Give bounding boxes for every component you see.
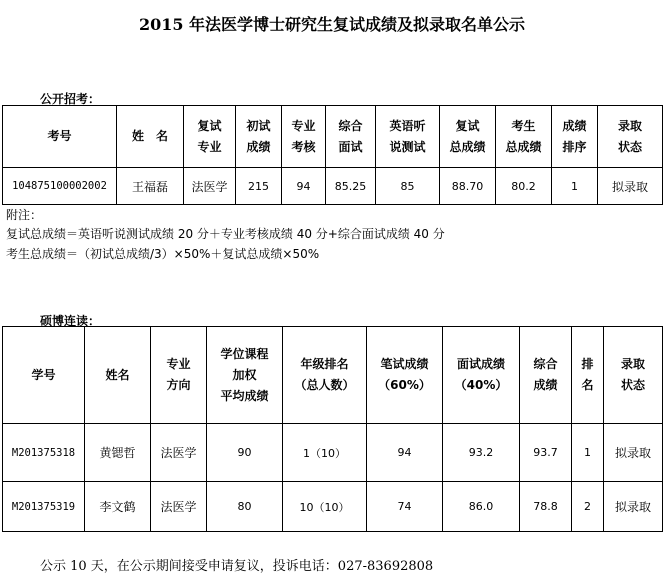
cell-student-id: M201375318 [3, 424, 85, 482]
cell-student-id: M201375319 [3, 482, 85, 532]
cell-exam-number: 104875100002002 [3, 168, 117, 205]
cell-rank: 2 [572, 482, 604, 532]
header-composite-score: 综合 成绩 [520, 327, 572, 424]
cell-major: 法医学 [151, 482, 207, 532]
public-results-table [2, 105, 663, 205]
notes-formula-retest: 复试总成绩＝英语听说测试成绩 20 分＋专业考核成绩 40 分+综合面试成绩 40 分 [6, 227, 445, 241]
header-initial-score: 初试 成绩 [236, 106, 282, 168]
masters-header-row [3, 327, 663, 424]
cell-rank: 1 [572, 424, 604, 482]
header-major-direction: 专业 方向 [151, 327, 207, 424]
cell-rank: 1 [552, 168, 598, 205]
public-section-label: 公开招考： [40, 92, 101, 106]
cell-major: 法医学 [151, 424, 207, 482]
cell-interview-score: 86.0 [443, 482, 520, 532]
notes-label: 附注： [6, 208, 43, 222]
header-admission-status: 录取 状态 [604, 327, 663, 424]
cell-name: 李文鹤 [85, 482, 151, 532]
masters-results-table [2, 326, 663, 532]
masters-section-label: 硕博连读： [40, 314, 101, 328]
cell-major: 法医学 [184, 168, 236, 205]
cell-retest-total: 88.70 [440, 168, 496, 205]
table-row [3, 482, 663, 532]
header-english-test: 英语听 说测试 [376, 106, 440, 168]
public-header-row [3, 106, 663, 168]
cell-grade-rank: 1（10） [283, 424, 367, 482]
header-interview: 综合 面试 [326, 106, 376, 168]
header-candidate-total: 考生 总成绩 [496, 106, 552, 168]
cell-english-test: 85 [376, 168, 440, 205]
cell-admission-status: 拟录取 [604, 482, 663, 532]
cell-name: 王福磊 [117, 168, 184, 205]
cell-composite-score: 93.7 [520, 424, 572, 482]
cell-interview: 85.25 [326, 168, 376, 205]
cell-weighted-average: 90 [207, 424, 283, 482]
cell-name: 黄锶哲 [85, 424, 151, 482]
cell-written-score: 94 [367, 424, 443, 482]
header-weighted-average: 学位课程 加权 平均成绩 [207, 327, 283, 424]
table-row [3, 168, 663, 205]
header-exam-number: 考号 [3, 106, 117, 168]
header-grade-rank: 年级排名 （总人数） [283, 327, 367, 424]
header-written-score: 笔试成绩 （60%） [367, 327, 443, 424]
cell-admission-status: 拟录取 [604, 424, 663, 482]
cell-grade-rank: 10（10） [283, 482, 367, 532]
header-interview-score: 面试成绩 （40%） [443, 327, 520, 424]
header-name: 姓名 [85, 327, 151, 424]
header-rank: 排 名 [572, 327, 604, 424]
header-admission-status: 录取 状态 [598, 106, 663, 168]
footer-notice: 公示 10 天，在公示期间接受申请复议，投诉电话：027-83692808 [40, 559, 434, 574]
cell-weighted-average: 80 [207, 482, 283, 532]
page-title: 2015 年法医学博士研究生复试成绩及拟录取名单公示 [138, 15, 526, 34]
cell-interview-score: 93.2 [443, 424, 520, 482]
table-row [3, 424, 663, 482]
header-rank: 成绩 排序 [552, 106, 598, 168]
header-name: 姓 名 [117, 106, 184, 168]
cell-composite-score: 78.8 [520, 482, 572, 532]
cell-initial-score: 215 [236, 168, 282, 205]
cell-major-assessment: 94 [282, 168, 326, 205]
header-retest-major: 复试 专业 [184, 106, 236, 168]
cell-candidate-total: 80.2 [496, 168, 552, 205]
cell-written-score: 74 [367, 482, 443, 532]
header-retest-total: 复试 总成绩 [440, 106, 496, 168]
header-major-assessment: 专业 考核 [282, 106, 326, 168]
notes-formula-total: 考生总成绩＝（初试总成绩/3）×50%＋复试总成绩×50% [6, 247, 320, 261]
header-student-id: 学号 [3, 327, 85, 424]
cell-admission-status: 拟录取 [598, 168, 663, 205]
